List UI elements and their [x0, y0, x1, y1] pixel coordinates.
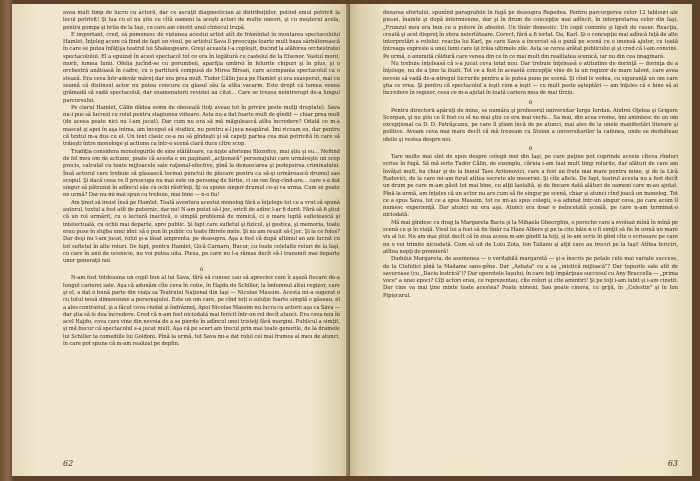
paragraph: Tare multe mai sînt de spus despre colegii mei din Iaşi, pe care puţine pot cuprinde aceste cîteva rînduri scrise în fugă. Să mă ierte Tudor Călin, de exemplu, căruia i-am luat mult timp rolurile, dar alături de care am învăţat mult, ba chiar şi de la bunul Tase Aritonovici, care a fost un frate mai mare pentru mine, şi de la Lică Radovici, de la care mi-am furat atîtea secrete ale meseriei. Şi cîte altele. De fapt, teatrul acesta nu a fost decît un drum pe care m-am găsit tot mai bine, cu alţii laolaltă, şi de fiecare dată alături de oameni care m-au ajutat. Pînă la urmă, am înţeles că un actor nu are cum să fie singur pe scenă, chiar şi atunci cînd joacă un monolog. Tot ce a spus Sava, tot ce a spus Massim, tot ce mi-au spus colegii, s-a adunat într-un singur ceva, pe care acum îl numesc experienţă. Dar atunci nu era aşa. Atunci era doar o neîncetată şcoală, pe care n-am terminat-o niciodată. — [383, 154, 678, 219]
paragraph: Nu trebuie înţeleasă că s-a jucat ceva total nou. Dar trebuie înţeleasă o atitudine de dorinţă — dorinţa de a înţelege, nu de a ţine la iluzii. Tot ce a fost în această concepţie vine de la un regizor de mare talent, care avea nevoie să vadă de-a-ntregul lucrurile pentru a le putea pune pe scenă. Şi cînd le vedea, cu siguranţă un om care ştia ce vrea. Şi pentru că spectacolul a ieşit cum a ieşit — cu mult peste aşteptări — am înţeles că e bine să ai încredere în regizor, ceea ce m-a ajutat în toată cariera mea de mai tîrziu. — [383, 61, 678, 97]
page-number: 63 — [667, 459, 678, 468]
paragraph: avea mult timp de lucru cu actorii, dar ce ascuţit diagnostician al distribuţiilor, putind emul potrivit la locul potrivit! Şi lua cu el nu ştiu cu cîtă oameni la aceşti actori de multe uneori, şi cu meşterul acela, pentru pompa şi brila de la Iaşi, cu care am cinstit unul cîntecul trupă. — [63, 10, 340, 31]
right-page-text — [383, 10, 678, 300]
paragraph: dezarea efortului, spunînd paragrafele în fugă pe deasupra Repedea. Pentru parcurgerea celor 12 tablouri ale piesei, înainte şi după intermisiune, dar şi în drum de concepţie mai adîncit, în interpretarea celor din Iaşi. „Frunzul meu era bun cu o putere în absolut. Un tînăr domestic. Un copil cuminte şi lipsit de cusur. Reacţia, creată şi acel dispreţ în sfera neiertătoare. Corect, fără a fi iertat. Da, Karl. Şi o concepţie mai adîncă faţă de alte interpretări a rolului: reacţia lui Karl, pe care Sava a încercat să o pună pe scenă cu o imensă ajutor, cu toată întreaga expresie a unei lumi care îşi trăia ultimele zile. Asta se cerea arătat publicului şi şi cred că l-am convins. Pe urmă, o anumită căldură care venea din ce în ce mai mult din realitatea scenică, iar nu din cea imaginară. — [383, 10, 678, 60]
page-number: 62 — [63, 459, 74, 468]
section-separator: o — [528, 145, 533, 153]
paragraph: N-am fost totdeauna un copil bun al lui Sava, fără să cunosc sau să apreciez cum îi aşază fiecare de-a lungul carierei sale. Aşa că adunăm cîte ceva în cutie, în Hajdu de Schiller, la îndemnul altui regizor, care şi el, a dat o bună parte din viaţa sa Teatrului Naţional din Iaşi — Nicolae Massim. Acesta mi-a sugerat o cu totul nouă dimensiune a personajului. Este un om care, pe cînd toţi o soluţie foarte simplă o găseau, el a ales contrariul, şi a făcut ceva ciudat şi îndrăzneţ. Apoi Nicolae Massim nu lucra cu actorii aşa ca Sava — dar ştia să le dea încredere. Cred că n-am fost niciodată mai fericit într-un rol decît atunci. Era ceva nou în acel Hajdu, ceva care vine din nevoia de a se pierde în adîncul unei tristeţi fără margini. Publicul a simţit, şi mă bucur că spectacolul s-a jucat mult. Aşa că pe scurt am trecut prin mai toate genurile, de la dramele lui Schiller la comediile lui Goldoni. Pînă la urmă, tot Sava mi-a dat rolul cel mai frumos al meu de atunci, în care pot spune că m-am realizat pe deplin. — [63, 275, 340, 348]
paragraph: Pentru directorii apăruţi de mine, se număra şi profesorul universitar Iorgu Iordan. Andrei Oţetea şi Grigore Scorpan, şi nu ştiu ce îl fost cu el nu mai ştiu ce era mai vechi... Sa mai, din acea vreme, îmi amintesc de un om excepţional ca D. D. Patrăşcanu, pe care îl ştiam încă de pe atunci, mai ales de la unele manifestări literare şi politice. Aveam ceva mai mare decît că mă trezeam cu Stoian a universitarilor la cafenea, unde se dezbăteau ideile şi vestea despre noi. — [383, 107, 678, 143]
paragraph: Pe clarul Hamlet, Călin dădea semn de oboseală (toţi aveau tot în privire peste mulţi dreptate). Sava nu-i pus să lucrezi cu rolul pentru stagiunea viitoare. Asta nu-a dat foarte mult de gîndit — chiar prea mult (de aceea poate nici nu l-am jucat). Dar cum nu era să mă măgulească atîta încredere? Odată ce m-a mascat şi apoi în aşa inima, am început să studiez, nu pentru a-l juca neapărat. Îmi ricoam eu, dar pentru că textul m-a dus cu el. Un text clasic ce-a nu să gîndeşti şi să capeţi partea cea mai potrivită în care să trăieşti între monologe şi actiune ca într-o scenă clară duce cître scop. — [63, 104, 340, 148]
left-page — [12, 4, 350, 476]
section-separator: o — [528, 98, 533, 106]
left-page-text — [63, 10, 340, 348]
paragraph: Mă mai gîndesc cu drag la Margareta Baciu şi la Mihaela Gheorghiu, o pereche care a evoluat mînă în mînă pe scenă cu şi în viaţă. Visul lui a fost să fie tînăr ca Hans Albers şi pe la cite băie-n o fi simţit să fie în urmă un mare vis al lui. Nu am mai ştiut decît că în ziua aceea m-am gîndit la toţi, şi le-am scris în gînd cîte o scrisoare pe care nu o voi trimite niciodată. Cum să uit de Lulu Zota, Ion Talianu şi alţii care au trecut pe la Iaşi! Atîtea fericiri, atîtea nopţi de premieră! — [383, 219, 678, 255]
paragraph: Tradiţia considera monologurile de sine stătătoare, ca nişte aforisme filozofice, mai ştiu şi eu... Nefiind de fel meu om de actiune, poate că acesta e un paşinant „acţionară" personajului care urmăreşte un scop precis, calculat cu toate mijloacele sale raţional-efective, pînă la demascarea şi pedepsirea criminalului. Însă actorul care trebuie să găsească tocmai punctul de plecare pentru ca să-şi urmărească drumul sau scopul. Şi dacă ceea ce îl preocupa nu mai este un personaj de hîrtie, ci un om lîng-cînd-are... care s-a dat singur să pătrunzi în adîncul său cu ochi răsfrînţi, îţi va spune singur drumul ce-şi va urma. Cum se poate ne urmă? Dar nu-mi mai spun cu trebuie, mai bine — n-o fiu! — [63, 148, 340, 199]
section-separator: o — [199, 266, 204, 274]
paragraph: Dudului Margareta, de asemenea — o veritabilă margaretă — şi-a înscris pe petale cele mai variate succese, de la Ciufulici pînă la Madame sans-gêne. Dar „Ashata" cu a sa „mistică mijloacă"? Dar topurile sale atît de savuroase (cu „Dacia lestrică")? Dar operetele Iaşului, în care toţi împărţeau succesul cu Any Braccella — „prima voce" a unei epoci? Cîţi actori erau, ce reprezentau, cîte roluri şi cîte amintiri! Şi pe toţi i-am iubit şi i-am cinstit. Dar cine va mai ţine minte toate acestea? Poate nimeni. Sau poate cineva, cu grijă, în „Celestin" şi în Ion Pipişcarul. — [383, 256, 678, 299]
paragraph: E important, cred, să pomenesc de viziunea acestui artist atît de frămîntat în montarea spectacolului Hamlet. Înţeleg acum că fiind de fapt un visul, pe artistul Sava îl preocupa foarte mult baza sărbătorească în care se putea înfăţişa teatrul lui Shakespeare. Greşi aceasta l-a copleşit, ducind la alăbirea orchestratei spectacolului. El a epuizat în acest spectacol tot ce era în legătură cu castelul de la Elsenor. Vastul morii, morii, lumea Iunii. Ofelia jucînd-se cu porumbeii, apariţia umbrei în felurite chipuri şi în plus, şi o orchestră anătoasă în cadre, cu o partitură compusă de Mirea Bîrsan, care acompania spectacolul ca o stează. Era ceva într-adevăr măreţ dar era prea mult. Tudor Călin juca pe Hamlet şi era exasperat, mai cu seamă că distinsul actor nu putea concura cu glasul său la atîta vacarm. Este drept că lumea venea grămadă să vadă spectacolul, dar examenatorii reviziei au citat... Care se trezea neîntrerupt de-a lungul parcursului. — [63, 31, 340, 104]
paragraph: Am ţinut să insist însă pe Hamlet. Toată aventura acestui monolog fără a înţelege tot ce a vrut să spună autorul, textul a fost atît de puternic, dar nu! N-am putut să-l joc, oricît de adînc l-ar fi dorit. Fără să fi ştiut că un rol urmărit, cu o lectură inactivă, o simplă problemă de mimică, ci o mare luptă sufletească şi intelectuală, cu ochii mai departe, spre public. Şi fapt care sufletul şi fizicul, şi gestica, şi memoria, toate erau puse în slujba unei idei: să o pun în public cu toate fibrele mele. Şi nu am reuşit să-l joc. Şi la ce folos? Dar deşi nu l-am jucat, rolul şi-a lăsat amprenta: pe deasupra. Aşa a fost că după ultimul an am lucrat cu tot sufletul în alte roluri. De fapt, pentru Hamlet, Gică Carnaru, Bucur, cu toate celelalte roluri de la Iaşi, cu care în anii de ucenicie, nu voi putea uita. Piesa, pe care nu l-a rămas decît să-l transmit mai departe unor generaţii noi. — [63, 199, 340, 265]
right-page — [350, 4, 692, 476]
